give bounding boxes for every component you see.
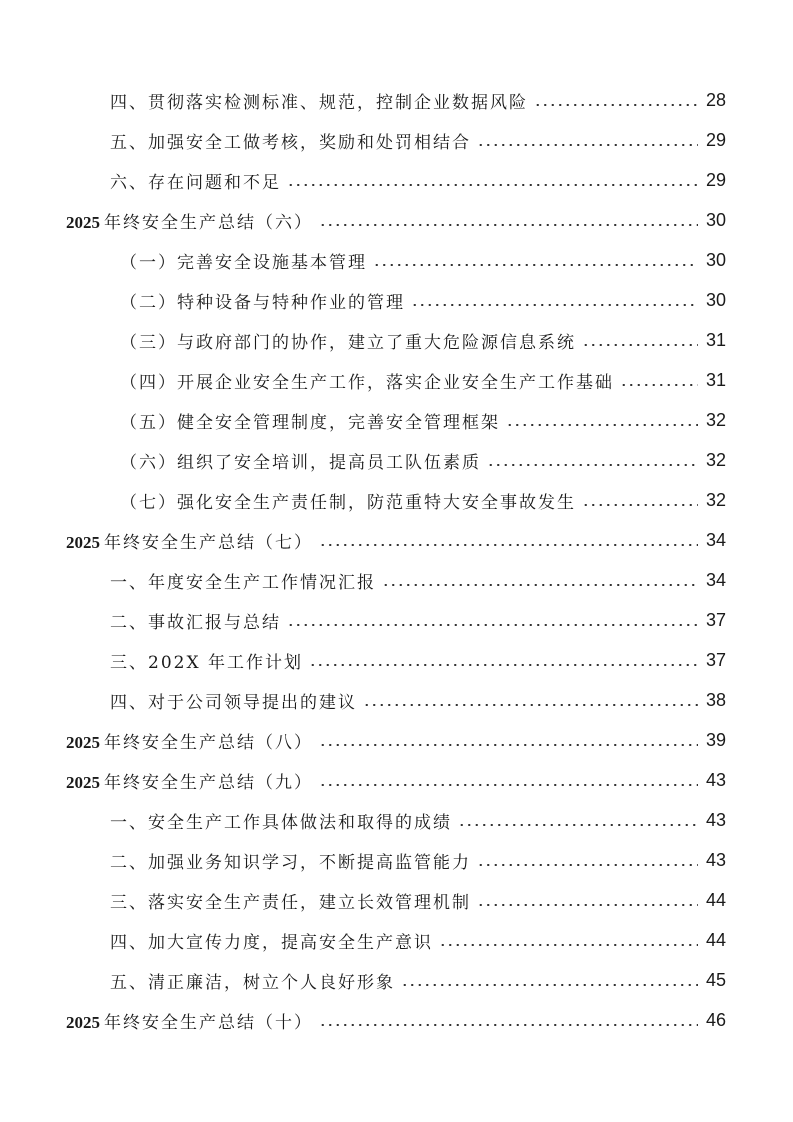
toc-entry-title [110, 848, 471, 873]
toc-page-number: 28 [705, 89, 726, 110]
toc-section-entry[interactable] [0, 120, 793, 160]
toc-page-number: 37 [705, 649, 726, 670]
toc-page-number: 32 [705, 409, 726, 430]
toc-dot-leader [319, 544, 698, 546]
toc-chapter-entry[interactable] [0, 520, 793, 560]
toc-entry-year: 2025 [66, 732, 100, 752]
toc-dot-leader [534, 104, 698, 106]
toc-entry-text: 二、加强业务知识学习，不断提高监管能力 [110, 852, 471, 873]
toc-entry-year: 2025 [66, 532, 100, 552]
toc-dot-leader [319, 784, 698, 786]
toc-entry-title [66, 528, 313, 553]
toc-entry-title [66, 728, 313, 753]
toc-entry-title [110, 808, 452, 833]
toc-dot-leader [582, 504, 698, 506]
toc-dot-leader [363, 704, 698, 706]
toc-entry-title [120, 368, 614, 393]
toc-section-entry[interactable] [0, 840, 793, 880]
toc-page-number: 30 [705, 209, 726, 230]
toc-entry-title [110, 128, 471, 153]
toc-entry-text: 年终安全生产总结（八） [104, 732, 313, 753]
toc-section-entry[interactable] [0, 960, 793, 1000]
toc-entry-text: 四、贯彻落实检测标准、规范，控制企业数据风险 [110, 92, 528, 113]
table-of-contents [0, 80, 793, 1040]
toc-entry-text: 五、加强安全工做考核，奖励和处罚相结合 [110, 132, 471, 153]
toc-page-number: 37 [705, 609, 726, 630]
toc-page-number: 44 [705, 889, 726, 910]
toc-entry-title [120, 408, 500, 433]
toc-entry-text: 五、清正廉洁，树立个人良好形象 [110, 972, 395, 993]
toc-entry-text: （一）完善安全设施基本管理 [120, 252, 367, 273]
toc-entry-text: （五）健全安全管理制度，完善安全管理框架 [120, 412, 500, 433]
toc-chapter-entry[interactable] [0, 720, 793, 760]
toc-page-number: 46 [705, 1009, 726, 1030]
toc-entry-title [110, 888, 471, 913]
toc-dot-leader [477, 864, 698, 866]
toc-page-number: 30 [705, 289, 726, 310]
toc-page-number: 34 [705, 529, 726, 550]
toc-dot-leader [309, 664, 698, 666]
toc-page-number: 31 [705, 329, 726, 350]
toc-entry-title [110, 88, 528, 113]
toc-entry-title [110, 608, 281, 633]
toc-dot-leader [487, 464, 698, 466]
toc-section-entry[interactable] [0, 600, 793, 640]
toc-entry-text: （四）开展企业安全生产工作，落实企业安全生产工作基础 [120, 372, 614, 393]
toc-section-entry[interactable] [0, 920, 793, 960]
toc-dot-leader [382, 584, 698, 586]
toc-section-entry[interactable] [0, 680, 793, 720]
toc-section-entry[interactable] [0, 360, 793, 400]
toc-section-entry[interactable] [0, 280, 793, 320]
toc-entry-text: 四、对于公司领导提出的建议 [110, 692, 357, 713]
toc-dot-leader [287, 624, 698, 626]
toc-page-number: 38 [705, 689, 726, 710]
toc-entry-text: 年终安全生产总结（六） [104, 212, 313, 233]
toc-dot-leader [287, 184, 698, 186]
toc-entry-title [110, 928, 433, 953]
toc-dot-leader [319, 224, 698, 226]
toc-dot-leader [373, 264, 698, 266]
toc-entry-text: 二、事故汇报与总结 [110, 612, 281, 633]
toc-entry-text: 六、存在问题和不足 [110, 172, 281, 193]
toc-section-entry[interactable] [0, 560, 793, 600]
toc-entry-text: （三）与政府部门的协作，建立了重大危险源信息系统 [120, 332, 576, 353]
toc-page-number: 43 [705, 809, 726, 830]
toc-entry-title [110, 688, 357, 713]
toc-page-number: 31 [705, 369, 726, 390]
toc-page-number: 39 [705, 729, 726, 750]
toc-entry-text: 年终安全生产总结（九） [104, 772, 313, 793]
toc-entry-title [110, 968, 395, 993]
toc-page-number: 34 [705, 569, 726, 590]
toc-entry-title [110, 168, 281, 193]
toc-entry-title [120, 488, 576, 513]
toc-section-entry[interactable] [0, 800, 793, 840]
toc-entry-text: 一、安全生产工作具体做法和取得的成绩 [110, 812, 452, 833]
toc-page-number: 43 [705, 769, 726, 790]
toc-page-number: 44 [705, 929, 726, 950]
toc-section-entry[interactable] [0, 240, 793, 280]
toc-dot-leader [411, 304, 698, 306]
toc-page-number: 30 [705, 249, 726, 270]
toc-entry-title [66, 1008, 313, 1033]
toc-entry-text: （六）组织了安全培训，提高员工队伍素质 [120, 452, 481, 473]
toc-section-entry[interactable] [0, 480, 793, 520]
toc-entry-text: 三、202X 年工作计划 [110, 652, 303, 673]
toc-entry-title [110, 648, 303, 673]
toc-entry-year: 2025 [66, 212, 100, 232]
toc-entry-year: 2025 [66, 772, 100, 792]
toc-entry-title [66, 208, 313, 233]
toc-entry-title [66, 768, 313, 793]
toc-section-entry[interactable] [0, 640, 793, 680]
toc-dot-leader [319, 744, 698, 746]
toc-dot-leader [439, 944, 698, 946]
toc-entry-text: 三、落实安全生产责任，建立长效管理机制 [110, 892, 471, 913]
toc-entry-text: 四、加大宣传力度，提高安全生产意识 [110, 932, 433, 953]
toc-section-entry[interactable] [0, 160, 793, 200]
toc-entry-text: 年终安全生产总结（十） [104, 1012, 313, 1033]
toc-entry-title [120, 448, 481, 473]
toc-section-entry[interactable] [0, 80, 793, 120]
toc-section-entry[interactable] [0, 320, 793, 360]
toc-page-number: 43 [705, 849, 726, 870]
toc-section-entry[interactable] [0, 440, 793, 480]
toc-dot-leader [506, 424, 698, 426]
toc-dot-leader [582, 344, 698, 346]
toc-page-number: 29 [705, 169, 726, 190]
toc-page-number: 32 [705, 489, 726, 510]
toc-dot-leader [477, 904, 698, 906]
toc-entry-title [120, 288, 405, 313]
toc-chapter-entry[interactable] [0, 760, 793, 800]
toc-entry-title [120, 328, 576, 353]
toc-entry-title [120, 248, 367, 273]
toc-entry-text: （二）特种设备与特种作业的管理 [120, 292, 405, 313]
toc-page-number: 29 [705, 129, 726, 150]
toc-dot-leader [401, 984, 698, 986]
toc-dot-leader [620, 384, 698, 386]
toc-dot-leader [319, 1024, 698, 1026]
toc-entry-title [110, 568, 376, 593]
toc-entry-year: 2025 [66, 1012, 100, 1032]
toc-page-number: 32 [705, 449, 726, 470]
toc-chapter-entry[interactable] [0, 1000, 793, 1040]
toc-chapter-entry[interactable] [0, 200, 793, 240]
toc-dot-leader [477, 144, 698, 146]
toc-entry-text: 一、年度安全生产工作情况汇报 [110, 572, 376, 593]
toc-entry-text: （七）强化安全生产责任制，防范重特大安全事故发生 [120, 492, 576, 513]
toc-entry-text: 年终安全生产总结（七） [104, 532, 313, 553]
toc-page-number: 45 [705, 969, 726, 990]
toc-section-entry[interactable] [0, 400, 793, 440]
toc-section-entry[interactable] [0, 880, 793, 920]
toc-dot-leader [458, 824, 698, 826]
